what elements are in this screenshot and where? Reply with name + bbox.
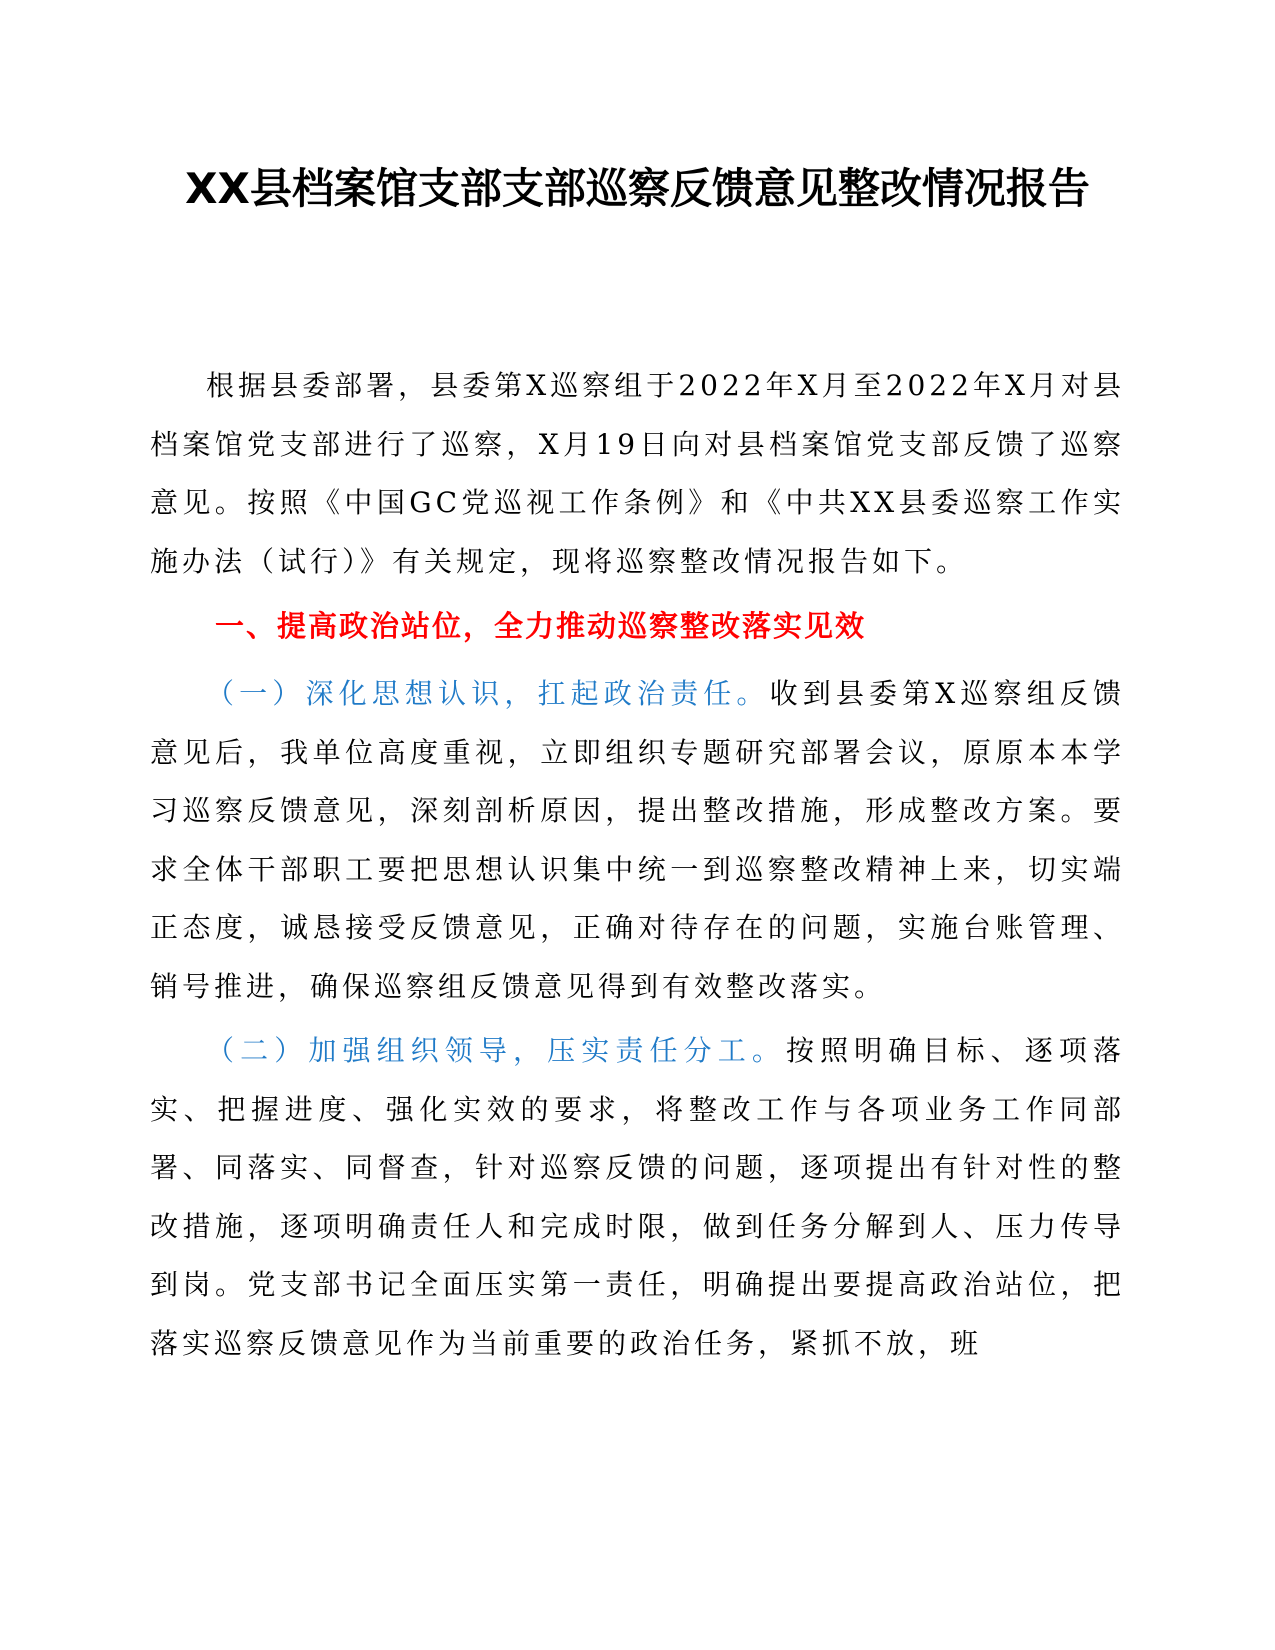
paragraph-text-1: 收到县委第X巡察组反馈意见后，我单位高度重视，立即组织专题研究部署会议，原原本本学习巡察反馈意见，深刻剖析原因，提出整改措施，形成整改方案。要求全体干部职工要把思想认识集中统一到巡察整改精神上来，切实端正态度，诚恳接受反馈意见，正确对待存在的问题，实施台账管理、销号推进，确保巡察组反馈意见得到有效整改落实。 [150, 677, 1125, 1003]
paragraph-text-2: 按照明确目标、逐项落实、把握进度、强化实效的要求，将整改工作与各项业务工作同部署、同落实、同督查，针对巡察反馈的问题，逐项提出有针对性的整改措施，逐项明确责任人和完成时限，做到任务分解到人、压力传导到岗。党支部书记全面压实第一责任，明确提出要提高政治站位，把落实巡察反馈意见作为当前重要的政治任务，紧抓不放，班 [150, 1034, 1125, 1360]
subheading-1: （一）深化思想认识，扛起政治责任。 [206, 677, 770, 710]
document-title: XX县档案馆支部支部巡察反馈意见整改情况报告 [185, 164, 1090, 213]
subheading-2: （二）加强组织领导，压实责任分工。 [206, 1034, 786, 1067]
paragraph-item-2 [150, 1022, 1125, 1373]
intro-paragraph: 根据县委部署，县委第X巡察组于2022年X月至2022年X月对县档案馆党支部进行了巡察，X月19日向对县档案馆党支部反馈了巡察意见。按照《中国GC党巡视工作条例》和《中共XX县委巡察工作实施办法（试行）》有关规定，现将巡察整改情况报告如下。 [150, 369, 1125, 578]
paragraph-item-1 [150, 665, 1125, 1016]
section-heading: 一、提高政治站位，全力推动巡察整改落实见效 [215, 609, 867, 643]
